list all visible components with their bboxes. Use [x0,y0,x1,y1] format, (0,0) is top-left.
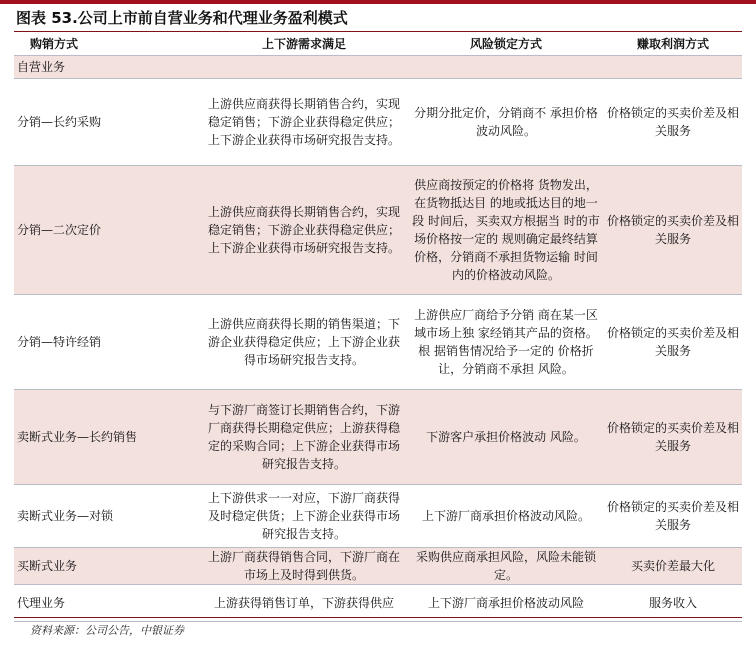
cell-profit: 服务收入 [604,585,742,622]
figure-title: 图表 53.公司上市前自营业务和代理业务盈利模式 [16,9,348,27]
cell-demand: 上游获得销售订单，下游获得供应 [200,585,408,622]
top-accent-rule [0,0,756,4]
table-row [14,548,742,585]
profit-model-table [14,33,742,622]
cell-risk: 采购供应商承担风险，风险未能锁定。 [408,548,604,585]
cell-demand: 上下游供求一一对应，下游厂商获得及时稳定供货；上下游企业获得市场研究报告支持。 [200,485,408,548]
cell-risk: 分期分批定价，分销商不 承担价格波动风险。 [408,79,604,166]
header-demand: 上下游需求满足 [200,33,408,56]
header-profit: 赚取利润方式 [604,33,742,56]
header-risk: 风险锁定方式 [408,33,604,56]
cell-profit: 价格锁定的买卖价差及相关服务 [604,295,742,390]
cell-demand: 上游供应商获得长期销售合约，实现稳定销售；下游企业获得稳定供应；上下游企业获得市场研究报告支持。 [200,166,408,295]
cell-risk: 上游供应厂商给予分销 商在某一区域市场上独 家经销其产品的资格。根 据销售情况给予一定的 价格折让，分销商不承担 风险。 [408,295,604,390]
table-row [14,390,742,485]
table-row [14,585,742,622]
cell-demand: 上游供应商获得长期销售合约，实现稳定销售；下游企业获得稳定供应；上下游企业获得市场研究报告支持。 [200,79,408,166]
cell-mode: 买断式业务 [14,548,200,585]
table-row [14,485,742,548]
group-row-self-operated [14,56,742,79]
source-note: 资料来源：公司公告，中银证券 [30,624,184,637]
cell-profit: 价格锁定的买卖价差及相关服务 [604,166,742,295]
cell-demand: 上游厂商获得销售合同，下游厂商在市场上及时得到供货。 [200,548,408,585]
header-purchase-mode: 购销方式 [14,33,200,56]
table-header-row [14,33,742,56]
cell-mode: 卖断式业务—长约销售 [14,390,200,485]
cell-profit: 买卖价差最大化 [604,548,742,585]
bottom-rule [14,617,742,618]
cell-risk: 下游客户承担价格波动 风险。 [408,390,604,485]
cell-profit: 价格锁定的买卖价差及相关服务 [604,79,742,166]
cell-demand: 上游供应商获得长期的销售渠道；下游企业获得稳定供应；上下游企业获得市场研究报告支持。 [200,295,408,390]
table-row [14,166,742,295]
cell-profit: 价格锁定的买卖价差及相关服务 [604,485,742,548]
table-row [14,79,742,166]
cell-profit: 价格锁定的买卖价差及相关服务 [604,390,742,485]
cell-mode: 分销—二次定价 [14,166,200,295]
table-row [14,295,742,390]
cell-risk: 上下游厂商承担价格波动风险。 [408,485,604,548]
cell-risk: 上下游厂商承担价格波动风险 [408,585,604,622]
group-label: 自营业务 [14,56,742,79]
cell-risk: 供应商按预定的价格将 货物发出，在货物抵达目 的地或抵达目的地一段 时间后，买卖双方根据当 时的市场价格按一定的 规则确定最终结算价格，分销商不承担货物运输 时间内的价格波动风险。 [408,166,604,295]
cell-mode: 卖断式业务—对锁 [14,485,200,548]
cell-demand: 与下游厂商签订长期销售合约，下游厂商获得长期稳定供应；上游获得稳定的采购合同；上下游企业获得市场研究报告支持。 [200,390,408,485]
cell-mode: 分销—长约采购 [14,79,200,166]
title-rule [14,31,742,32]
cell-mode: 代理业务 [14,585,200,622]
cell-mode: 分销—特许经销 [14,295,200,390]
